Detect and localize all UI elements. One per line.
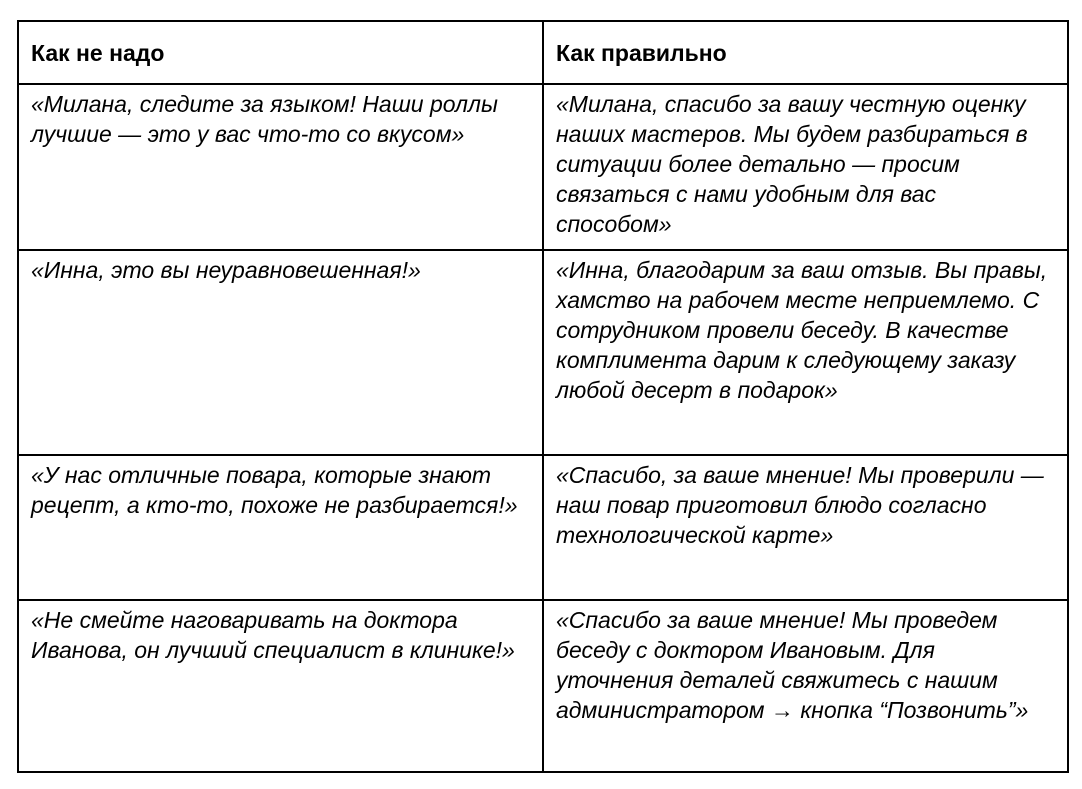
table-header-row [18,21,1068,84]
header-wrong: Как не надо [18,21,543,84]
wrong-response-cell: «У нас отличные повара, которые знают рецепт, а кто-то, похоже не разбирается!» [18,455,543,600]
wrong-response-cell: «Милана, следите за языком! Наши роллы лучшие — это у вас что-то со вкусом» [18,84,543,250]
right-response-cell: «Спасибо, за ваше мнение! Мы проверили — наш повар приготовил блюдо согласно технологической карте» [543,455,1068,600]
header-right: Как правильно [543,21,1068,84]
table-row [18,600,1068,772]
comparison-table [17,20,1069,773]
table-row [18,455,1068,600]
wrong-response-cell: «Инна, это вы неуравновешенная!» [18,250,543,455]
right-response-cell: «Спасибо за ваше мнение! Мы проведем беседу с доктором Ивановым. Для уточнения деталей свяжитесь с нашим администратором → кнопка “Позвонить”» [543,600,1068,772]
table-row [18,84,1068,250]
wrong-response-cell: «Не смейте наговаривать на доктора Иванова, он лучший специалист в клинике!» [18,600,543,772]
right-response-cell: «Милана, спасибо за вашу честную оценку наших мастеров. Мы будем разбираться в ситуации более детально — просим связаться с нами удобным для вас способом» [543,84,1068,250]
table-row [18,250,1068,455]
right-response-cell: «Инна, благодарим за ваш отзыв. Вы правы, хамство на рабочем месте неприемлемо. С сотрудником провели беседу. В качестве комплимента дарим к следующему заказу любой десерт в подарок» [543,250,1068,455]
